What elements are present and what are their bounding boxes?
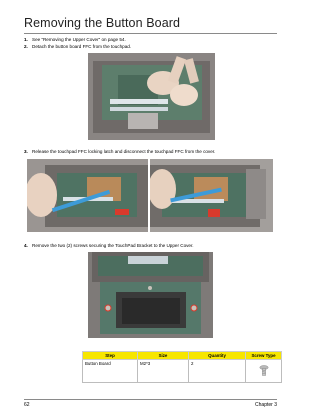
cell-quantity: 2 <box>189 360 246 383</box>
step-text: See “Removing the Upper Cover” on page 54. <box>32 37 126 42</box>
cell-screw-type <box>246 360 282 383</box>
table-header-row <box>83 352 282 360</box>
screw-icon <box>259 373 269 378</box>
title-rule <box>24 33 277 34</box>
photo-ffc-disconnect <box>150 159 273 232</box>
cell-step: Button Board <box>83 360 138 383</box>
step-number: 4. <box>24 243 28 248</box>
step-2 <box>24 44 131 50</box>
photo-button-board-ffc <box>88 53 215 140</box>
header-size: Size <box>138 352 189 360</box>
page-title: Removing the Button Board <box>24 16 181 30</box>
photo-touchpad-bracket-screws <box>88 252 213 338</box>
step-3 <box>24 149 215 155</box>
cell-size: M2*3 <box>138 360 189 383</box>
footer-rule <box>24 399 277 400</box>
header-screw-type: Screw Type <box>246 352 282 360</box>
screw-table <box>82 351 282 383</box>
photo-ffc-latch-release <box>27 159 148 232</box>
page-number: 62 <box>24 402 30 408</box>
header-quantity: Quantity <box>189 352 246 360</box>
step-1 <box>24 37 126 43</box>
step-text: Remove the two (2) screws securing the TouchPad Bracket to the Upper Cover. <box>32 243 194 248</box>
step-4 <box>24 243 194 249</box>
chapter-label: Chapter 3 <box>255 402 277 408</box>
step-number: 2. <box>24 44 28 49</box>
step-text: Release the touchpad FFC locking latch and disconnect the touchpad FFC from the cover. <box>32 149 216 154</box>
step-number: 3. <box>24 149 28 154</box>
header-step: Step <box>83 352 138 360</box>
table-row <box>83 360 282 383</box>
step-text: Detach the button board FFC from the touchpad. <box>32 44 132 49</box>
step-number: 1. <box>24 37 28 42</box>
